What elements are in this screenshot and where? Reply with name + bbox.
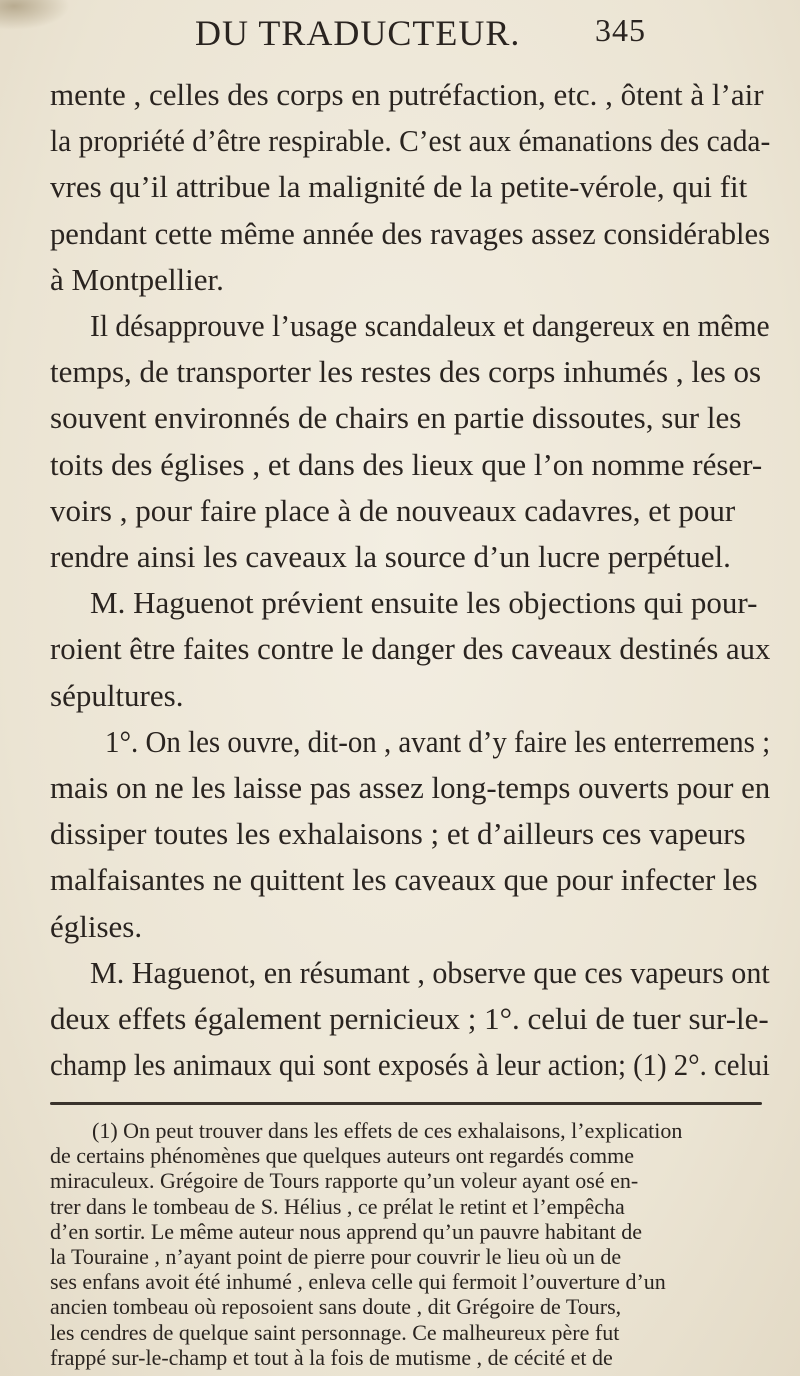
body-line: vres qu’il attribue la malignité de la petite-vérole, qui fit bbox=[50, 169, 748, 205]
body-line: deux effets également pernicieux ; 1°. celui de tuer sur-le- bbox=[50, 1001, 769, 1036]
body-line: souvent environnés de chairs en partie dissoutes, sur les bbox=[50, 400, 742, 436]
footnote-line: ses enfans avoit été inhumé , enleva celle qui fermoit l’ouverture d’un bbox=[50, 1269, 666, 1295]
body-line: sépultures. bbox=[50, 677, 184, 713]
body-line: Il désapprouve l’usage scandaleux et dangereux en même bbox=[90, 308, 770, 343]
body-line: églises. bbox=[50, 908, 143, 944]
footnote-line: trer dans le tombeau de S. Hélius , ce prélat le retint et l’empêcha bbox=[50, 1193, 625, 1219]
body-line: M. Haguenot prévient ensuite les objections qui pour- bbox=[90, 585, 758, 621]
body-line: mente , celles des corps en putréfaction, etc. , ôtent à l’air bbox=[50, 77, 764, 112]
header-title: DU TRADUCTEUR. bbox=[195, 13, 521, 53]
body-line: rendre ainsi les caveaux la source d’un lucre perpétuel. bbox=[50, 539, 731, 574]
footnote-line: (1) On peut trouver dans les effets de ces exhalaisons, l’explication bbox=[92, 1118, 683, 1143]
body-line: toits des églises , et dans des lieux que l’on nomme réser- bbox=[50, 446, 763, 482]
paper-stain bbox=[0, 0, 70, 30]
footnote-line: de certains phénomènes que quelques auteurs ont regardés comme bbox=[50, 1143, 635, 1169]
body-line: 1°. On les ouvre, dit-on , avant d’y faire les enterremens ; bbox=[105, 723, 771, 759]
footnote-line: miraculeux. Grégoire de Tours rapporte qu’un voleur ayant osé en- bbox=[50, 1168, 639, 1194]
page-number: 345 bbox=[595, 12, 646, 48]
footnote-line: d’en sortir. Le même auteur nous apprend qu’un pauvre habitant de bbox=[50, 1218, 642, 1244]
body-line: mais on ne les laisse pas assez long-temps ouverts pour en bbox=[50, 770, 771, 805]
body-line: à Montpellier. bbox=[50, 261, 224, 297]
footnote-rule bbox=[50, 1102, 762, 1105]
body-line: champ les animaux qui sont exposés à leur action; (1) 2°. celui bbox=[50, 1047, 770, 1083]
body-line: malfaisantes ne quittent les caveaux que pour infecter les bbox=[50, 862, 758, 898]
footnote-line: les cendres de quelque saint personnage. Ce malheureux père fut bbox=[50, 1319, 620, 1345]
footnote-line: ancien tombeau où reposoient sans doute , dit Grégoire de Tours, bbox=[50, 1294, 622, 1320]
body-line: la propriété d’être respirable. C’est aux émanations des cada- bbox=[50, 123, 771, 159]
body-line: voirs , pour faire place à de nouveaux cadavres, et pour bbox=[50, 492, 736, 528]
footnote-line: frappé sur-le-champ et tout à la fois de mutisme , de cécité et de bbox=[50, 1344, 613, 1370]
body-line: dissiper toutes les exhalaisons ; et d’ailleurs ces vapeurs bbox=[50, 816, 746, 852]
body-line: M. Haguenot, en résumant , observe que ces vapeurs ont bbox=[90, 954, 770, 990]
footnote-line: la Touraine , n’ayant point de pierre pour couvrir le lieu où un de bbox=[50, 1244, 622, 1269]
body-line: roient être faites contre le danger des caveaux destinés aux bbox=[50, 631, 771, 667]
body-line: pendant cette même année des ravages assez considérables bbox=[50, 215, 771, 251]
body-line: temps, de transporter les restes des corps inhumés , les os bbox=[50, 354, 762, 390]
